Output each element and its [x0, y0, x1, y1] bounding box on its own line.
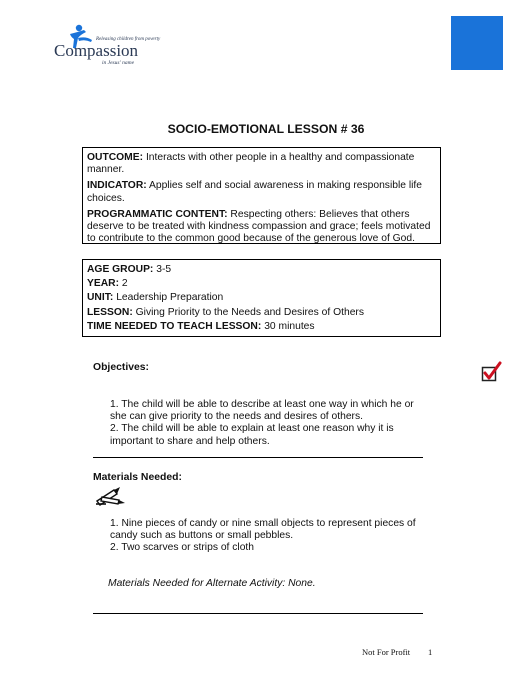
divider [93, 613, 423, 614]
year-row [87, 278, 436, 290]
content-label: PROGRAMMATIC CONTENT: [87, 208, 228, 220]
page-title: SOCIO-EMOTIONAL LESSON # 36 [167, 122, 365, 136]
content-row [87, 209, 436, 246]
crayons-icon [94, 485, 126, 507]
year-label: YEAR: [87, 278, 120, 290]
indicator-text: Applies self and social awareness in making responsible life choices. [87, 180, 422, 204]
lesson-label: LESSON: [87, 306, 133, 318]
outcome-text: Interacts with other people in a healthy and compassionate manner. [87, 152, 415, 176]
footer-text: Not For Profit [362, 647, 411, 657]
objectives-list [110, 399, 430, 448]
logo-name: Compassion [54, 41, 139, 60]
objectives-heading: Objectives: [93, 362, 150, 373]
brand-color-block [451, 16, 503, 70]
time-label: TIME NEEDED TO TEACH LESSON: [87, 320, 262, 332]
year-value: 2 [121, 278, 128, 290]
age-row [87, 264, 436, 276]
content-text: Respecting others: Believes that others deserve to be treated with kindness compassion and grace; feels motivated to contribute to the common good because of the generous love of God. [87, 208, 431, 245]
compassion-logo [52, 22, 164, 70]
outcome-box [82, 147, 441, 244]
materials-list [110, 518, 430, 555]
unit-label: UNIT: [87, 292, 114, 304]
material-item-2: 2. Two scarves or strips of cloth [110, 542, 255, 554]
outcome-row [87, 152, 436, 176]
lesson-row [87, 307, 436, 319]
logo-subline: in Jesus' name [102, 60, 135, 66]
objective-item-1: 1. The child will be able to describe at least one way in which he or she can give priority to the needs and desires of others. [110, 399, 414, 423]
divider [93, 457, 423, 458]
page-number: 1 [428, 647, 433, 657]
age-value: 3-5 [156, 264, 172, 275]
materials-heading: Materials Needed: [93, 472, 182, 483]
compassion-logo-figure-icon [52, 22, 164, 70]
unit-value: Leadership Preparation [116, 292, 224, 304]
logo-tagline: Releasing children from poverty [96, 37, 161, 42]
lesson-info-box [82, 259, 441, 337]
time-row [87, 321, 436, 333]
indicator-row [87, 180, 436, 204]
indicator-label: INDICATOR: [87, 180, 147, 192]
material-item-1: 1. Nine pieces of candy or nine small objects to represent pieces of candy such as buttons or small pebbles. [110, 518, 416, 542]
outcome-label: OUTCOME: [87, 152, 144, 163]
checkbox-icon [481, 361, 503, 383]
age-label: AGE GROUP: [87, 264, 154, 275]
time-value: 30 minutes [264, 320, 315, 332]
objective-item-2: 2. The child will be able to explain at least one reason why it is important to share and help others. [110, 423, 394, 447]
alternate-materials-note: Materials Needed for Alternate Activity: None. [108, 578, 316, 589]
unit-row [87, 292, 436, 304]
lesson-value: Giving Priority to the Needs and Desires of Others [135, 306, 365, 318]
